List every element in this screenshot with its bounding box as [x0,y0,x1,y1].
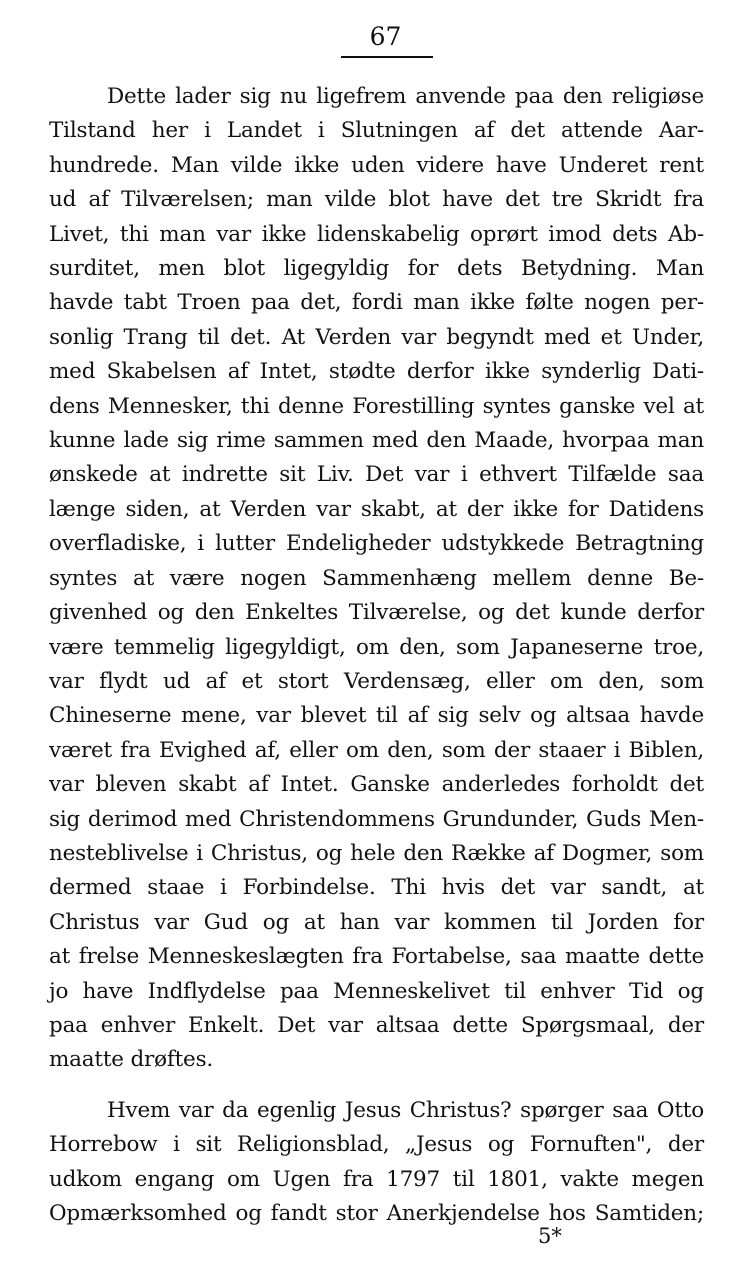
text-line: givenhed og den Enkeltes Tilværelse, og det kunde derfor [49,600,704,626]
header-rule [341,56,433,58]
text-line: sig derimod med Christendommens Grundunder, Guds Men- [49,806,704,832]
page-number: 67 [369,22,402,51]
text-line: var bleven skabt af Intet. Ganske anderledes forholdt det [49,772,704,798]
signature-mark: 5* [538,1224,562,1248]
text-line: jo have Indflydelse paa Menneskelivet til enhver Tid og [49,978,704,1004]
text-line: udkom engang om Ugen fra 1797 til 1801, vakte megen [49,1166,704,1192]
text-line: Christus var Gud og at han var kommen til Jorden for [49,909,704,935]
text-line: var flydt ud af et stort Verdensæg, eller om den, som [49,668,704,694]
text-line: ud af Tilværelsen; man vilde blot have det tre Skridt fra [49,187,704,213]
paragraph-1 [49,80,704,1078]
text-line: overfladiske, i lutter Endeligheder udstykkede Betragtning [49,531,704,557]
text-line: Chineserne mene, var blevet til af sig selv og altsaa havde [49,703,704,729]
text-line: hundrede. Man vilde ikke uden videre have Underet rent [49,152,704,178]
text-line: surditet, men blot ligegyldig for dets Betydning. Man [49,256,704,282]
text-line: været fra Evighed af, eller om den, som der staaer i Biblen, [49,737,704,763]
paragraph-gap [49,1078,704,1094]
text-line: nesteblivelse i Christus, og hele den Række af Dogmer, som [49,840,704,866]
paragraph-2 [49,1094,704,1232]
text-line: syntes at være nogen Sammenhæng mellem denne Be- [49,565,704,591]
text-line: dermed staae i Forbindelse. Thi hvis det var sandt, at [49,875,704,901]
text-line: paa enhver Enkelt. Det var altsaa dette Spørgsmaal, der [49,1012,704,1038]
text-line: med Skabelsen af Intet, stødte derfor ikke synderlig Dati- [49,359,704,385]
text-line: ønskede at indrette sit Liv. Det var i ethvert Tilfælde saa [49,462,704,488]
text-line: Horrebow i sit Religionsblad, „Jesus og Fornuften", der [49,1132,704,1158]
text-line: Tilstand her i Landet i Slutningen af det attende Aar- [49,118,704,144]
text-line: Livet, thi man var ikke lidenskabelig oprørt imod dets Ab- [49,221,704,247]
body-text [49,80,704,1231]
text-line: dens Mennesker, thi denne Forestilling syntes ganske vel at [49,393,704,419]
text-line: længe siden, at Verden var skabt, at der ikke for Datidens [49,496,704,522]
text-line: sonlig Trang til det. At Verden var begyndt med et Under, [49,324,704,350]
text-line: havde tabt Troen paa det, fordi man ikke følte nogen per- [49,290,704,316]
text-line: maatte drøftes. [49,1047,214,1073]
text-line: Dette lader sig nu ligefrem anvende paa den religiøse [107,84,704,109]
text-line: Opmærksomhed og fandt stor Anerkjendelse hos Samtiden; [49,1201,704,1226]
text-line: Hvem var da egenlig Jesus Christus? spørger saa Otto [107,1097,704,1123]
text-line: kunne lade sig rime sammen med den Maade, hvorpaa man [49,428,704,454]
text-line: at frelse Menneskeslægten fra Fortabelse, saa maatte dette [49,944,704,970]
text-line: være temmelig ligegyldigt, om den, som Japaneserne troe, [49,634,704,660]
